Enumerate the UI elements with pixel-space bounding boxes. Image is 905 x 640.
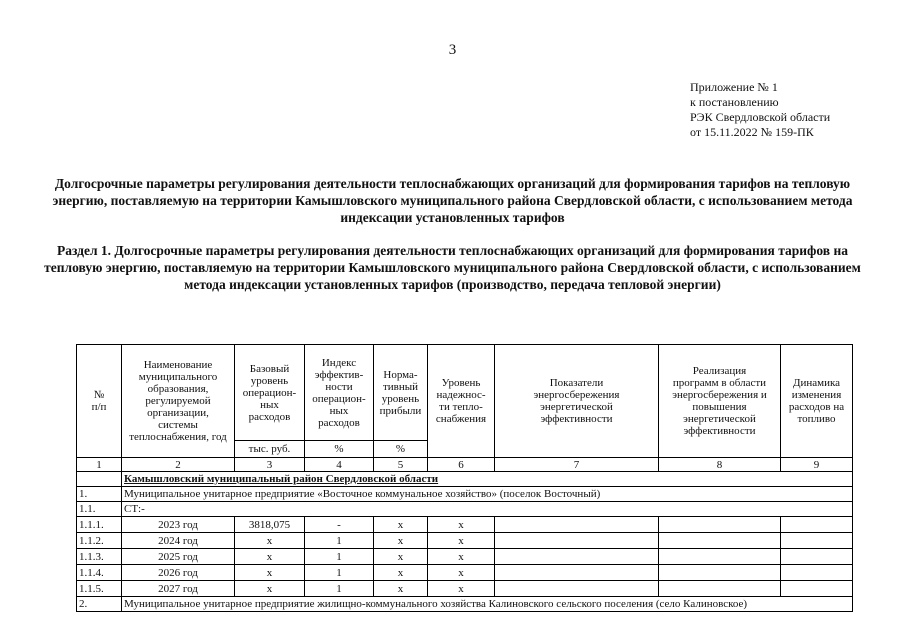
district-name: Камышловский муниципальный район Свердловской области [122,472,853,487]
column-number: 5 [374,458,428,472]
row-number: 1.1.4. [77,565,122,581]
row-base: х [235,581,305,597]
column-numbers-row [77,458,853,472]
row-base: 3818,075 [235,517,305,533]
col-header-name: Наименование муниципального образования, регулируемой организации, системы теплоснабжения, год [122,345,235,458]
col-header-base: Базовый уровень операцион- ных расходов [235,345,305,441]
row-number: 1.1.2. [77,533,122,549]
annex-line: к постановлению [690,95,779,109]
section-title: Раздел 1. Долгосрочные параметры регулирования деятельности теплоснабжающих организаций для формирования тарифов на тепловую энергию, поставляемую на территории Камышловского муниципального района Свердловской области, с использованием метода индексации установленных тарифов (производство, передача тепловой энергии) [44,243,861,292]
col-header-reliability: Уровень надежнос- ти тепло- снабжения [428,345,495,458]
col-header-indicators: Показатели энергосбережения энергетической эффективности [495,345,659,458]
page-number: 3 [448,42,457,58]
unit-index: % [305,441,374,458]
annex-block [690,80,830,140]
row-index: 1 [305,581,374,597]
table-row [77,517,853,533]
row-base: х [235,565,305,581]
row-reliability: х [428,549,495,565]
header-row [77,345,853,441]
col-header-fuel: Динамика изменения расходов на топливо [781,345,853,458]
table-row [77,581,853,597]
row-year: 2024 год [122,533,235,549]
row-norm: х [374,517,428,533]
row-norm: х [374,581,428,597]
org-row [77,597,853,612]
row-index: 1 [305,565,374,581]
unit-base: тыс. руб. [235,441,305,458]
col-header-index: Индекс эффектив- ности операцион- ных расходов [305,345,374,441]
row-index: 1 [305,549,374,565]
column-number: 1 [77,458,122,472]
row-year: 2023 год [122,517,235,533]
row-number: 1.1.5. [77,581,122,597]
row-number: 1.1.3. [77,549,122,565]
column-number: 8 [659,458,781,472]
row-index: 1 [305,533,374,549]
col-header-num: № п/п [77,345,122,458]
district-row [77,472,853,487]
annex-line: от 15.11.2022 № 159-ПК [690,125,814,139]
org-name: Муниципальное унитарное предприятие «Восточное коммунальное хозяйство» (поселок Восточный) [122,487,853,502]
row-number: 1.1.1. [77,517,122,533]
row-norm: х [374,533,428,549]
system-row [77,502,853,517]
column-number: 9 [781,458,853,472]
column-number: 7 [495,458,659,472]
row-year: 2026 год [122,565,235,581]
row-reliability: х [428,517,495,533]
row-reliability: х [428,533,495,549]
row-number: 2. [77,597,122,612]
annex-line: РЭК Свердловской области [690,110,831,124]
row-norm: х [374,549,428,565]
row-base: х [235,549,305,565]
row-base: х [235,533,305,549]
table-row [77,533,853,549]
col-header-programs: Реализация программ в области энергосбережения и повышения энергетической эффективности [659,345,781,458]
column-number: 6 [428,458,495,472]
annex-line: Приложение № 1 [690,80,778,94]
tariffs-table [76,344,853,612]
row-year: 2027 год [122,581,235,597]
row-index: - [305,517,374,533]
row-year: 2025 год [122,549,235,565]
org-name: Муниципальное унитарное предприятие жилищно-коммунального хозяйства Калиновского сельского поселения (село Калиновское) [122,597,853,612]
unit-norm: % [374,441,428,458]
column-number: 2 [122,458,235,472]
table-row [77,565,853,581]
row-norm: х [374,565,428,581]
system-name: СТ:- [122,502,853,517]
table-row [77,549,853,565]
org-row [77,487,853,502]
document-title: Долгосрочные параметры регулирования деятельности теплоснабжающих организаций для формирования тарифов на тепловую энергию, поставляемую на территории Камышловского муниципального района Свердловской области, с использованием метода индексации установленных тарифов [52,176,853,225]
row-number: 1. [77,487,122,502]
col-header-norm: Норма- тивный уровень прибыли [374,345,428,441]
row-reliability: х [428,565,495,581]
column-number: 4 [305,458,374,472]
column-number: 3 [235,458,305,472]
row-reliability: х [428,581,495,597]
row-number: 1.1. [77,502,122,517]
